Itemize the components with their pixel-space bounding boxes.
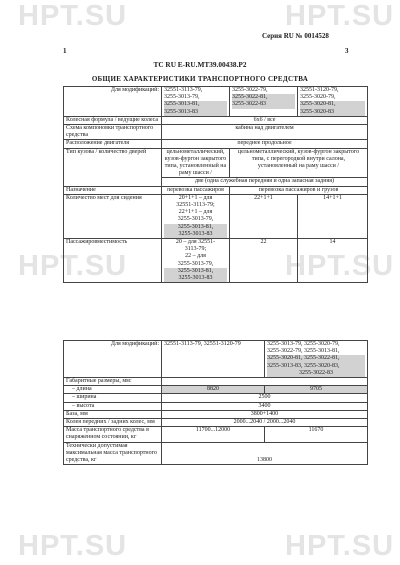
watermark: HPT.SU (18, 530, 128, 562)
table-row (64, 140, 368, 148)
doors-value: две (одна служебная передняя и одна запасная задняя) (162, 178, 368, 186)
engine-position-label: Расположение двигателя (64, 140, 162, 148)
body-type-label: Тип кузова / количество дверей (64, 148, 162, 186)
dimensions-table (63, 340, 368, 465)
general-characteristics-table (63, 86, 368, 283)
certificate-number: ТС RU E-RU.MT39.00438.P2 (153, 60, 247, 69)
modification-group-b: 3255-3013-79, 3255-3020-79, 3255-3022-79, 3255-3013-81, 3255-3020-81, 3255-3022-81, 3255-3013-83, 3255-3020-83, 3255-3022-83 (265, 341, 368, 378)
width-value: 2500 (162, 394, 368, 402)
wheelbase-value: 3800+1400 (162, 410, 368, 418)
body-type-value-2: цельнометаллический, кузов-фургон закрытого типа, с перегородкой внутри салона, установленный на раму шасси / (230, 148, 368, 178)
watermark: HPT.SU (18, 250, 128, 282)
table-row (64, 87, 368, 117)
height-label: – высота (64, 402, 162, 410)
capacity-label: Пассажировместимость (64, 239, 162, 283)
body-type-value-1: цельнометаллический, кузов-фургон закрытого типа, установленный на раму шасси / (162, 148, 230, 178)
table-row (64, 116, 368, 124)
seats-label: Количество мест для сидения (64, 194, 162, 238)
table-row (64, 410, 368, 418)
purpose-value-2: перевозка пассажиров и грузов (230, 186, 368, 194)
layout-label: Схема компоновки транспортного средства (64, 125, 162, 140)
length-value-a: 8820 (162, 386, 265, 394)
wheel-formula-value: 6х6 / все (162, 116, 368, 124)
watermark: HPT.SU (18, 0, 128, 32)
max-mass-value: 13800 (162, 442, 368, 465)
max-mass-label: Технически допустимая максимальная масса транспортного средства, кг (64, 442, 162, 465)
curb-mass-value-b: 11670 (265, 427, 368, 442)
table-row (64, 239, 368, 283)
modification-group-2: 3255-3022-79, 3255-3022-81, 3255-3022-83 (230, 87, 298, 117)
modification-group-a: 32551-3113-79, 32551-3120-79 (162, 341, 265, 378)
dimensions-label: Габаритные размеры, мм: (64, 378, 162, 386)
seats-value-3: 14+1+1 (298, 194, 368, 238)
engine-position-value: переднее продольное (162, 140, 368, 148)
page-number-right: 3 (345, 47, 349, 55)
table-row (64, 186, 368, 194)
wheel-formula-label: Колесная формула / ведущие колеса (64, 116, 162, 124)
modifications-label: Для модификаций: (64, 341, 162, 378)
table-row (64, 394, 368, 402)
curb-mass-label: Масса транспортного средства в снаряженном состоянии, кг (64, 427, 162, 442)
height-value: 3400 (162, 402, 368, 410)
seats-value-2: 22+1+1 (230, 194, 298, 238)
wheelbase-label: База, мм (64, 410, 162, 418)
section-title: ОБЩИЕ ХАРАКТЕРИСТИКИ ТРАНСПОРТНОГО СРЕДСТВА (91, 75, 309, 83)
page-number-left: 1 (63, 47, 67, 55)
length-label: – длина (64, 386, 162, 394)
table-row (64, 402, 368, 410)
watermark: HPT.SU (285, 0, 395, 32)
layout-value: кабина над двигателем (162, 125, 368, 140)
length-value-b: 9705 (265, 386, 368, 394)
track-value: 2000...2040 / 2000...2040 (162, 419, 368, 427)
table-row (64, 427, 368, 442)
series-number: Серия RU № 0014528 (262, 32, 329, 40)
table-row (64, 148, 368, 178)
table-row (64, 125, 368, 140)
table-row (64, 378, 368, 386)
modifications-label: Для модификаций: (64, 87, 162, 117)
table-row (64, 194, 368, 238)
table-row (64, 419, 368, 427)
capacity-value-2: 22 (230, 239, 298, 283)
table-row (64, 341, 368, 378)
table-row (64, 386, 368, 394)
curb-mass-value-a: 11700...12000 (162, 427, 265, 442)
track-label: Колея передних / задних колес, мм (64, 419, 162, 427)
purpose-label: Назначение (64, 186, 162, 194)
purpose-value-1: перевозка пассажиров (162, 186, 230, 194)
watermark: HPT.SU (285, 250, 395, 282)
modification-group-3: 32551-3120-79, 3255-3020-79, 3255-3020-81, 3255-3020-83 (298, 87, 368, 117)
capacity-value-3: 14 (298, 239, 368, 283)
width-label: – ширина (64, 394, 162, 402)
capacity-value-1: 20 – для 32551- 3113-79; 22 – для 3255-3013-79, 3255-3013-81, 3255-3013-83 (162, 239, 230, 283)
table-row (64, 442, 368, 465)
modification-group-1: 32551-3113-79, 3255-3013-79, 3255-3013-81, 3255-3013-83 (162, 87, 230, 117)
watermark: HPT.SU (285, 530, 395, 562)
seats-value-1: 20+1+1 – для 32551-3113-79; 22+1+1 – для 3255-3013-79, 3255-3013-81, 3255-3013-83 (162, 194, 230, 238)
